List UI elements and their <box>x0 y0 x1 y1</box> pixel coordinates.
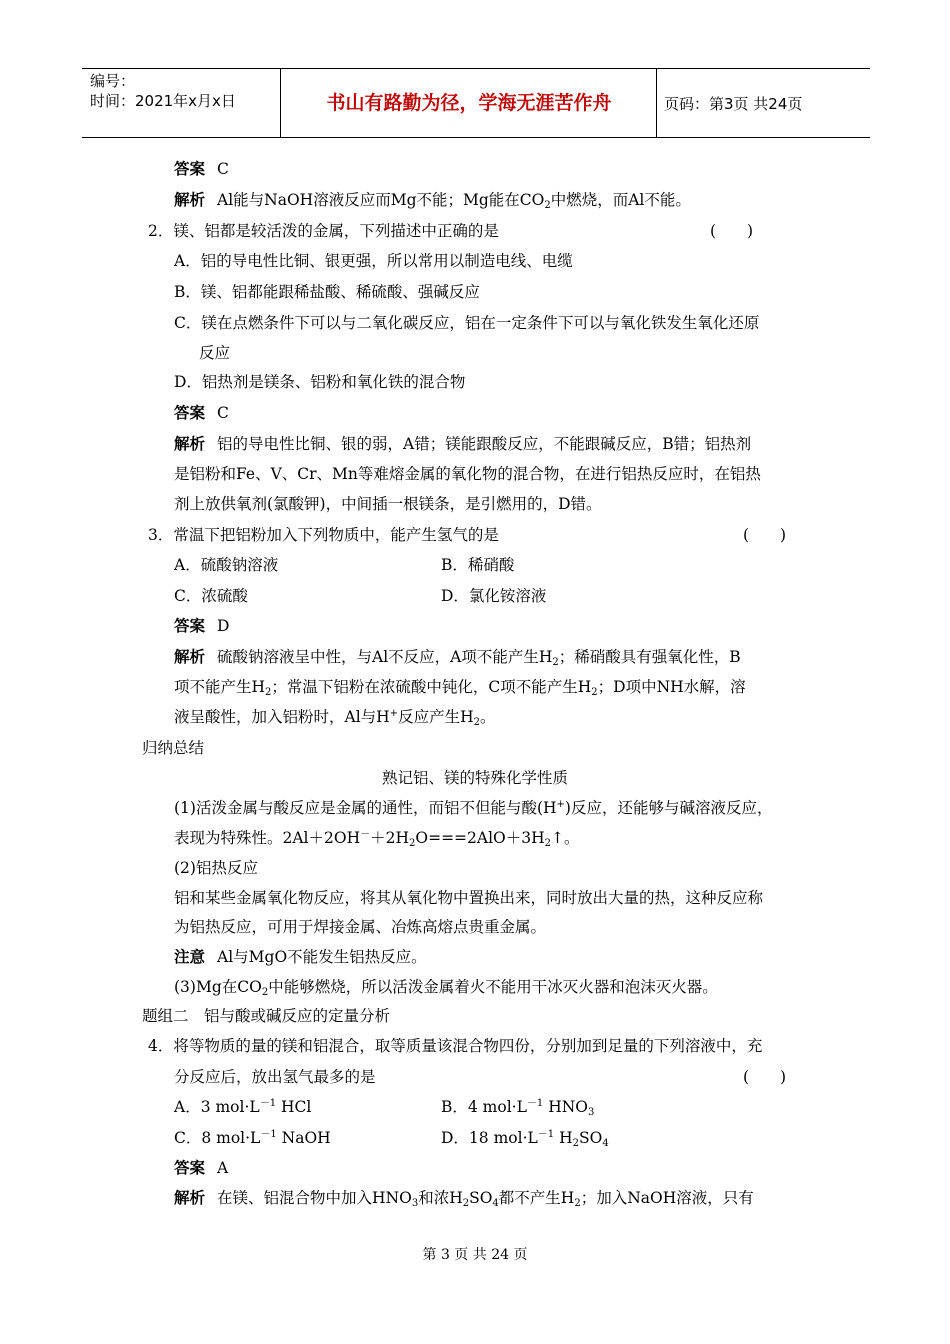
answer-value: D <box>217 617 230 635</box>
subscript: 3 <box>587 1107 595 1118</box>
summary-note <box>174 946 427 968</box>
summary-text: 表现为特殊性。2Al＋2OH <box>174 829 361 847</box>
explanation-text: 液呈酸性，加入铝粉时，Al与H <box>174 708 390 726</box>
option-text: HCl <box>276 1098 312 1116</box>
option-4b <box>441 1096 594 1118</box>
option-3b: B．稀硝酸 <box>441 556 515 574</box>
question-3: 3．常温下把铝粉加入下列物质中，能产生氢气的是 <box>148 526 499 544</box>
explanation-4 <box>174 1187 754 1209</box>
answer-4 <box>174 1157 228 1179</box>
subscript: 2 <box>265 687 272 698</box>
summary-title: 熟记铝、镁的特殊化学性质 <box>381 769 568 787</box>
explanation-2-line3: 剂上放供氧剂(氯酸钾)，中间插一根镁条，是引燃用的，D错。 <box>174 495 602 513</box>
explanation-text: SO <box>469 1189 493 1207</box>
subscript: 4 <box>492 1198 499 1209</box>
header-page-info: 页码：第3页 共24页 <box>664 95 803 113</box>
explanation-text: 硫酸钠溶液呈中性，与Al不反应，A项不能产生H <box>217 648 553 666</box>
answer-2 <box>174 402 229 424</box>
subscript: 2 <box>473 717 480 728</box>
subscript: 2 <box>544 200 551 211</box>
answer-label: 答案 <box>174 159 206 178</box>
option-text: SO <box>579 1129 603 1147</box>
option-2a: A．铝的导电性比铜、银更强，所以常用以制造电线、电缆 <box>174 252 573 270</box>
explanation-3 <box>174 646 741 668</box>
answer-3 <box>174 615 229 637</box>
option-text: D．18 mol·L <box>441 1129 538 1147</box>
explanation-label: 解析 <box>174 190 206 209</box>
option-3d: D．氯化铵溶液 <box>441 587 547 605</box>
option-3a: A．硫酸钠溶液 <box>174 556 279 574</box>
note-text: Al与MgO不能发生铝热反应。 <box>217 948 427 966</box>
explanation-1 <box>174 189 691 211</box>
option-4c <box>174 1127 331 1149</box>
subscript: 2 <box>591 687 598 698</box>
superscript: －1 <box>526 1098 544 1109</box>
subscript: 2 <box>574 1198 581 1209</box>
explanation-2-line2: 是铝粉和Fe、V、Cr、Mn等难熔金属的氧化物的混合物，在进行铝热反应时，在铝热 <box>174 465 761 483</box>
superscript: + <box>556 799 565 810</box>
header-divider-right <box>656 69 657 137</box>
option-3c: C．浓硫酸 <box>174 587 248 605</box>
option-4d <box>441 1127 609 1149</box>
option-text: H <box>554 1129 573 1147</box>
header-motto: 书山有路勤为径，学海无涯苦作舟 <box>326 92 612 114</box>
answer-blank-4: ( ) <box>743 1068 787 1086</box>
explanation-text: 铝的导电性比铜、银的弱，A错；镁能跟酸反应，不能跟碱反应，B错；铝热剂 <box>217 435 752 453</box>
superscript: + <box>389 708 399 719</box>
explanation-text: ；常温下铝粉在浓硫酸中钝化，C项不能产生H <box>271 678 592 696</box>
explanation-text: 。 <box>479 708 496 726</box>
superscript: －1 <box>260 1129 277 1140</box>
summary-point-2-line2: 为铝热反应，可用于焊接金属、冶炼高熔点贵重金属。 <box>174 918 547 936</box>
explanation-3-line3 <box>174 706 495 728</box>
explanation-label: 解析 <box>174 434 206 453</box>
option-4a <box>174 1096 311 1118</box>
explanation-text: 反应产生H <box>398 708 474 726</box>
answer-value: C <box>217 160 229 178</box>
header-divider-left <box>280 69 281 137</box>
explanation-text: Al能与NaOH溶液反应而Mg不能；Mg能在CO <box>217 191 545 209</box>
page-header <box>82 68 870 138</box>
answer-label: 答案 <box>174 616 206 635</box>
option-2d: D．铝热剂是镁条、铝粉和氧化铁的混合物 <box>174 373 466 391</box>
summary-text: (3)Mg在CO <box>174 978 262 996</box>
option-text: HNO <box>543 1098 588 1116</box>
note-label: 注意 <box>174 947 206 966</box>
summary-point-1 <box>174 797 772 819</box>
explanation-label: 解析 <box>174 647 206 666</box>
subscript: 2 <box>552 657 559 668</box>
subscript: 2 <box>544 838 552 849</box>
option-text: NaOH <box>276 1129 331 1147</box>
explanation-text: ；加入NaOH溶液，只有 <box>580 1189 754 1207</box>
summary-text: 中能够燃烧，所以活泼金属着火不能用干冰灭火器和泡沫灭火器。 <box>268 978 718 996</box>
option-2b: B．镁、铝都能跟稀盐酸、稀硫酸、强碱反应 <box>174 283 480 301</box>
explanation-text: ；稀硝酸具有强氧化性，B <box>558 648 741 666</box>
answer-1 <box>174 158 229 180</box>
explanation-text: ；D项中NH水解，溶 <box>597 678 746 696</box>
question-2: 2．镁、铝都是较活泼的金属，下列描述中正确的是 <box>148 222 499 240</box>
option-2c-cont: 反应 <box>199 344 231 362</box>
summary-text: )反应，还能够与碱溶液反应， <box>564 799 773 817</box>
page-footer: 第 3 页 共 24 页 <box>422 1247 528 1263</box>
subscript: 2 <box>572 1138 579 1149</box>
explanation-3-line2 <box>174 676 746 698</box>
explanation-text: 在镁、铝混合物中加入HNO <box>217 1189 412 1207</box>
option-text: C．8 mol·L <box>174 1129 261 1147</box>
question-4-line2: 分反应后，放出氢气最多的是 <box>174 1068 376 1086</box>
subscript: 2 <box>462 1198 470 1209</box>
superscript: －1 <box>259 1098 277 1109</box>
superscript: －1 <box>537 1129 555 1140</box>
summary-text: ＋2H <box>370 829 409 847</box>
answer-value: C <box>217 404 229 422</box>
summary-point-3 <box>174 976 718 998</box>
subscript: 4 <box>602 1138 609 1149</box>
subscript: 2 <box>409 838 416 849</box>
explanation-text: 都不产生H <box>498 1189 575 1207</box>
explanation-text: 项不能产生H <box>174 678 266 696</box>
option-text: A．3 mol·L <box>174 1098 260 1116</box>
answer-blank-2: ( ) <box>710 222 754 240</box>
option-text: B．4 mol·L <box>441 1098 527 1116</box>
summary-point-1-line2 <box>174 827 580 849</box>
answer-label: 答案 <box>174 403 206 422</box>
summary-text: O===2AlO＋3H <box>415 829 545 847</box>
explanation-label: 解析 <box>174 1188 206 1207</box>
question-4: 4．将等物质的量的镁和铝混合，取等质量该混合物四份，分别加到足量的下列溶液中，充 <box>148 1037 763 1055</box>
superscript: － <box>360 829 371 840</box>
group-2-heading: 题组二 铝与酸或碱反应的定量分析 <box>142 1007 391 1025</box>
header-meta <box>90 71 236 111</box>
answer-label: 答案 <box>174 1158 206 1177</box>
summary-point-2-line1: 铝和某些金属氧化物反应，将其从氧化物中置换出来，同时放出大量的热，这种反应称 <box>174 889 764 907</box>
answer-blank-3: ( ) <box>743 526 787 544</box>
explanation-text: 中燃烧，而Al不能。 <box>550 191 691 209</box>
explanation-2 <box>174 433 751 455</box>
subscript: 3 <box>411 1198 419 1209</box>
doc-number-label: 编号： <box>90 72 136 90</box>
explanation-text: 和浓H <box>418 1189 463 1207</box>
doc-date: 时间：2021年x月x日 <box>90 92 236 110</box>
option-2c: C．镁在点燃条件下可以与二氧化碳反应，铝在一定条件下可以与氧化铁发生氧化还原 <box>174 314 760 332</box>
subscript: 2 <box>261 987 269 998</box>
summary-point-2-heading: (2)铝热反应 <box>174 859 258 877</box>
answer-value: A <box>217 1159 229 1177</box>
summary-text: ↑。 <box>551 829 580 847</box>
summary-heading: 归纳总结 <box>142 739 205 757</box>
summary-text: (1)活泼金属与酸反应是金属的通性，而铝不但能与酸(H <box>174 799 557 817</box>
